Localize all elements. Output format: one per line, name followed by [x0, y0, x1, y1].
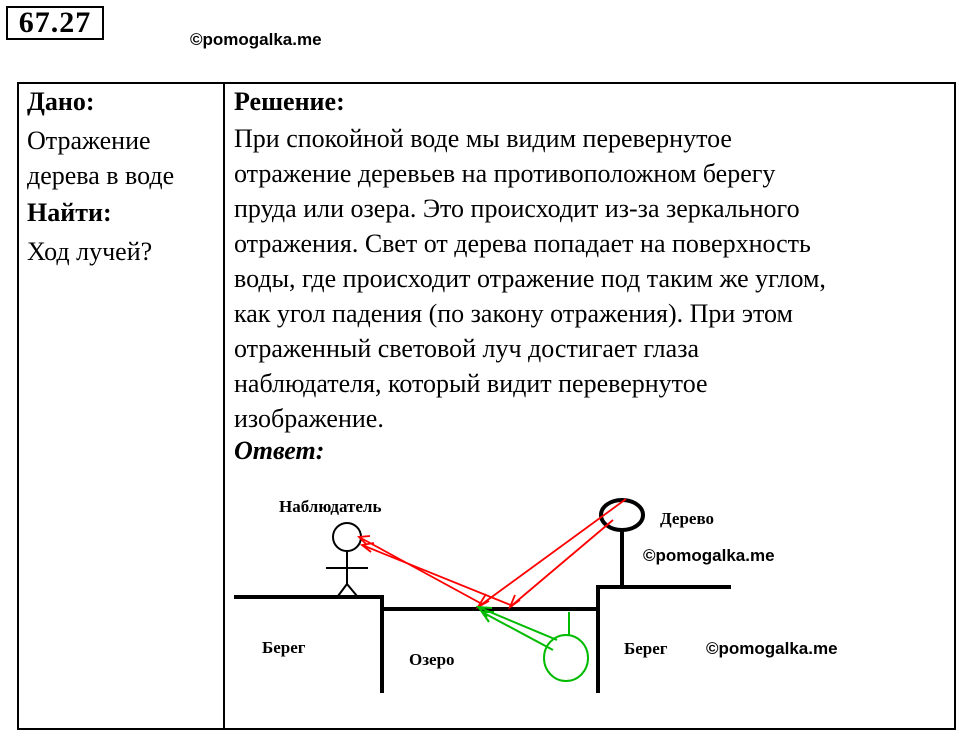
solution-line: воды, где происходит отражение под таким же углом,: [234, 264, 826, 293]
watermark-top: ©pomogalka.me: [190, 30, 322, 49]
watermark-right-bank: ©pomogalka.me: [706, 639, 838, 658]
problem-number: 67.27: [6, 6, 104, 40]
solution-line: отражения. Свет от дерева попадает на поверхность: [234, 229, 811, 258]
solution-line: При спокойной воде мы видим перевернутое: [234, 124, 732, 153]
solution-line: изображение.: [234, 404, 384, 433]
lake-label: Озеро: [409, 650, 455, 669]
light-rays: [359, 499, 626, 607]
given-line: дерева в воде: [27, 161, 175, 190]
solution-line: отраженный световой луч достигает глаза: [234, 334, 700, 363]
reflected-ray: [359, 537, 482, 604]
incident-ray: [478, 499, 626, 607]
ray-arrowhead: [510, 595, 520, 607]
watermark-tree: ©pomogalka.me: [643, 546, 775, 565]
observer-figure: [326, 523, 368, 596]
solution-line: наблюдателя, который видит перевернутое: [234, 369, 708, 398]
observer-head: [333, 523, 361, 551]
observer-leg-right: [347, 584, 357, 596]
solution-line: отражение деревьев на противоположном берегу: [234, 159, 776, 188]
right-bank-label: Берег: [624, 639, 668, 658]
reflection-ray: [482, 612, 553, 650]
left-bank-line: [234, 597, 382, 693]
find-heading: Найти:: [27, 198, 112, 227]
solution-heading: Решение:: [234, 87, 345, 116]
reflection-crown: [544, 635, 588, 681]
tree-reflection: [478, 607, 588, 681]
reflected-ray: [362, 545, 513, 606]
find-text: Ход лучей?: [27, 237, 153, 266]
given-heading: Дано:: [27, 87, 95, 116]
left-bank-label: Берег: [262, 638, 306, 657]
solution-line: пруда или озера. Это происходит из-за зеркального: [234, 194, 800, 223]
answer-heading: Ответ:: [234, 436, 325, 465]
tree-label: Дерево: [660, 509, 715, 528]
observer-leg-left: [338, 584, 347, 596]
solution-line: как угол падения (по закону отражения). При этом: [234, 299, 793, 328]
observer-label: Наблюдатель: [279, 497, 382, 516]
given-line: Отражение: [27, 126, 151, 155]
